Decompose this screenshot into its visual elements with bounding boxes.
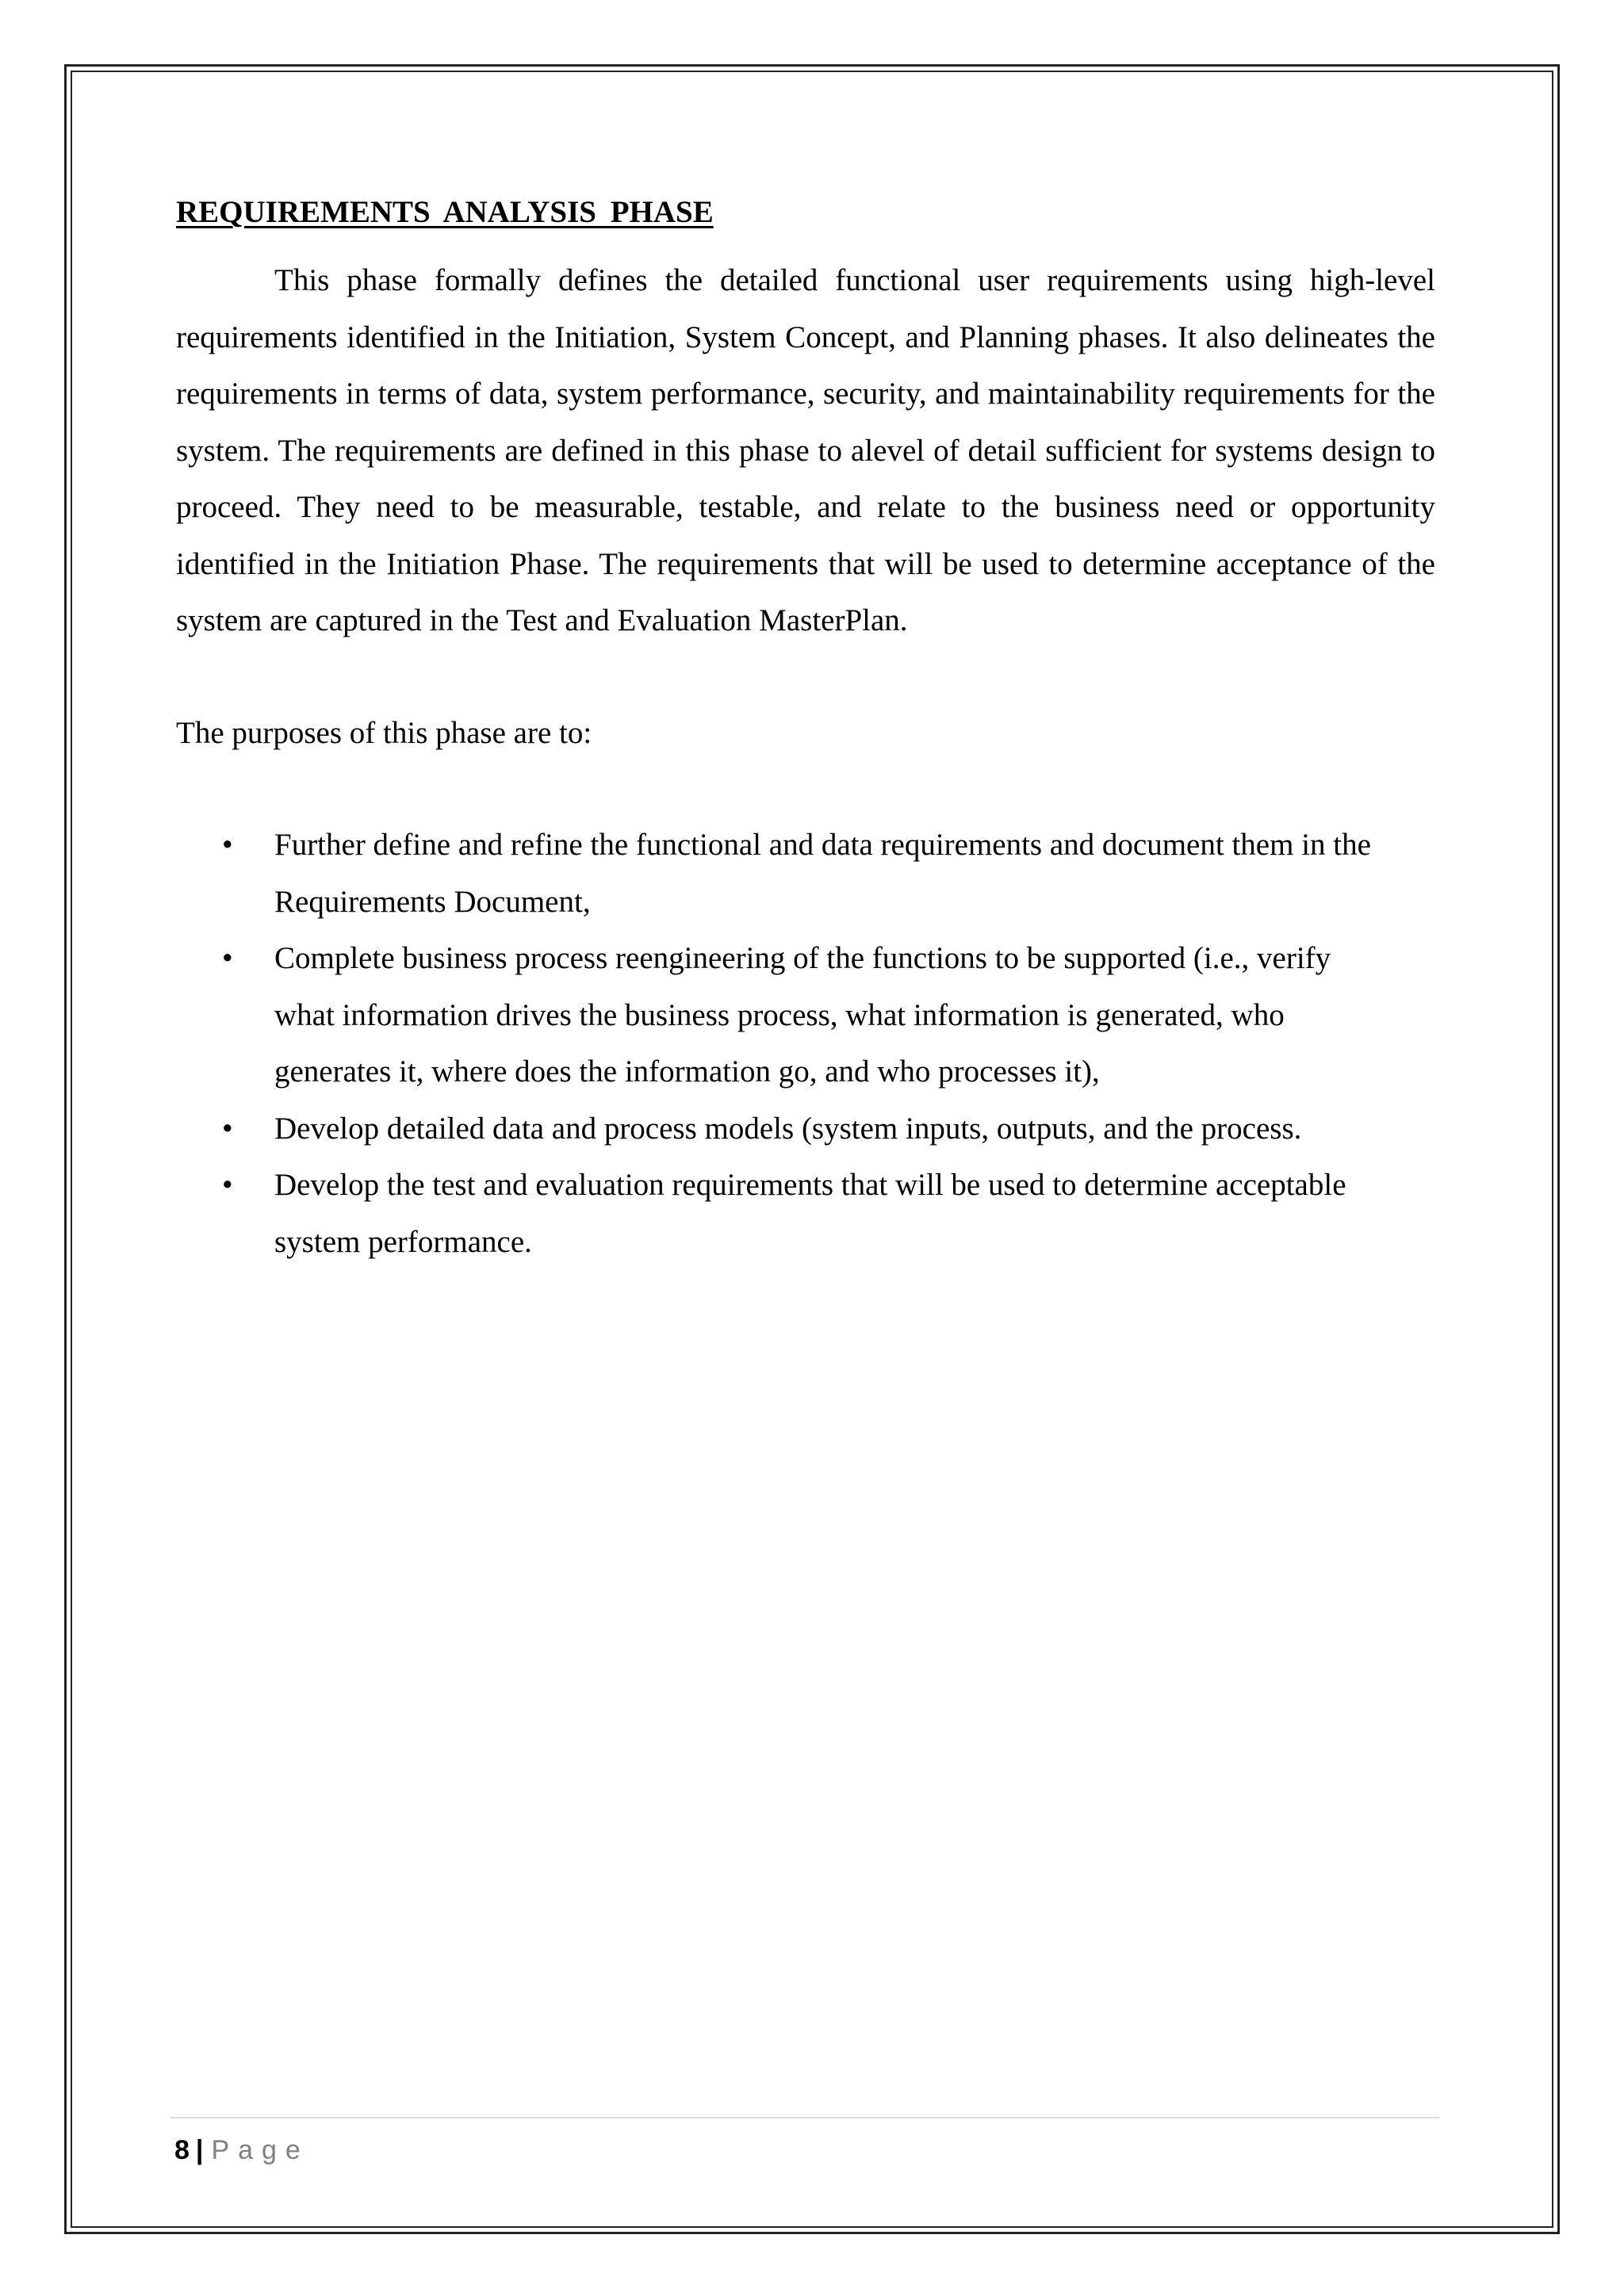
footer-separator: | [195, 2135, 204, 2165]
intro-paragraph: This phase formally defines the detailed functional user requirements using high-level requirements identified in the Initiation, System Concept, and Planning phases. It also delineates the requirements in terms of data, system performance, security, and maintainability requirements for the system. The requirements are defined in this phase to alevel of detail sufficient for systems design to proceed. They need to be measurable, testable, and relate to the business need or opportunity identified in the Initiation Phase. The requirements that will be used to determine acceptance of the system are captured in the Test and Evaluation MasterPlan. [176, 263, 1435, 637]
document-body [176, 189, 1435, 1270]
footer-divider [170, 2117, 1439, 2118]
section-heading: REQUIREMENTS ANALYSIS PHASE [176, 195, 714, 229]
list-item-text: Develop detailed data and process models (system inputs, outputs, and the process. [274, 1111, 1302, 1146]
bullet-icon: • [222, 1111, 233, 1146]
list-item [176, 817, 1397, 930]
bullet-icon: • [222, 941, 233, 975]
bullet-icon: • [222, 828, 233, 862]
purposes-intro: The purposes of this phase are to: [176, 715, 592, 750]
list-item [176, 1100, 1397, 1158]
page-number: 8 [174, 2135, 190, 2165]
purposes-list [176, 817, 1397, 1270]
list-item [176, 1157, 1397, 1270]
list-item-text: Develop the test and evaluation requirements that will be used to determine acceptable system performance. [274, 1168, 1346, 1259]
page-footer [174, 2133, 309, 2168]
page-label: Page [211, 2135, 309, 2165]
list-item-text: Further define and refine the functional and data requirements and document them in the Requirements Document, [274, 828, 1371, 919]
list-item-text: Complete business process reengineering of the functions to be supported (i.e., verify what information drives the business process, what information is generated, who generates it, where does the information go, and who processes it), [274, 941, 1331, 1089]
bullet-icon: • [222, 1168, 233, 1202]
list-item [176, 930, 1397, 1100]
